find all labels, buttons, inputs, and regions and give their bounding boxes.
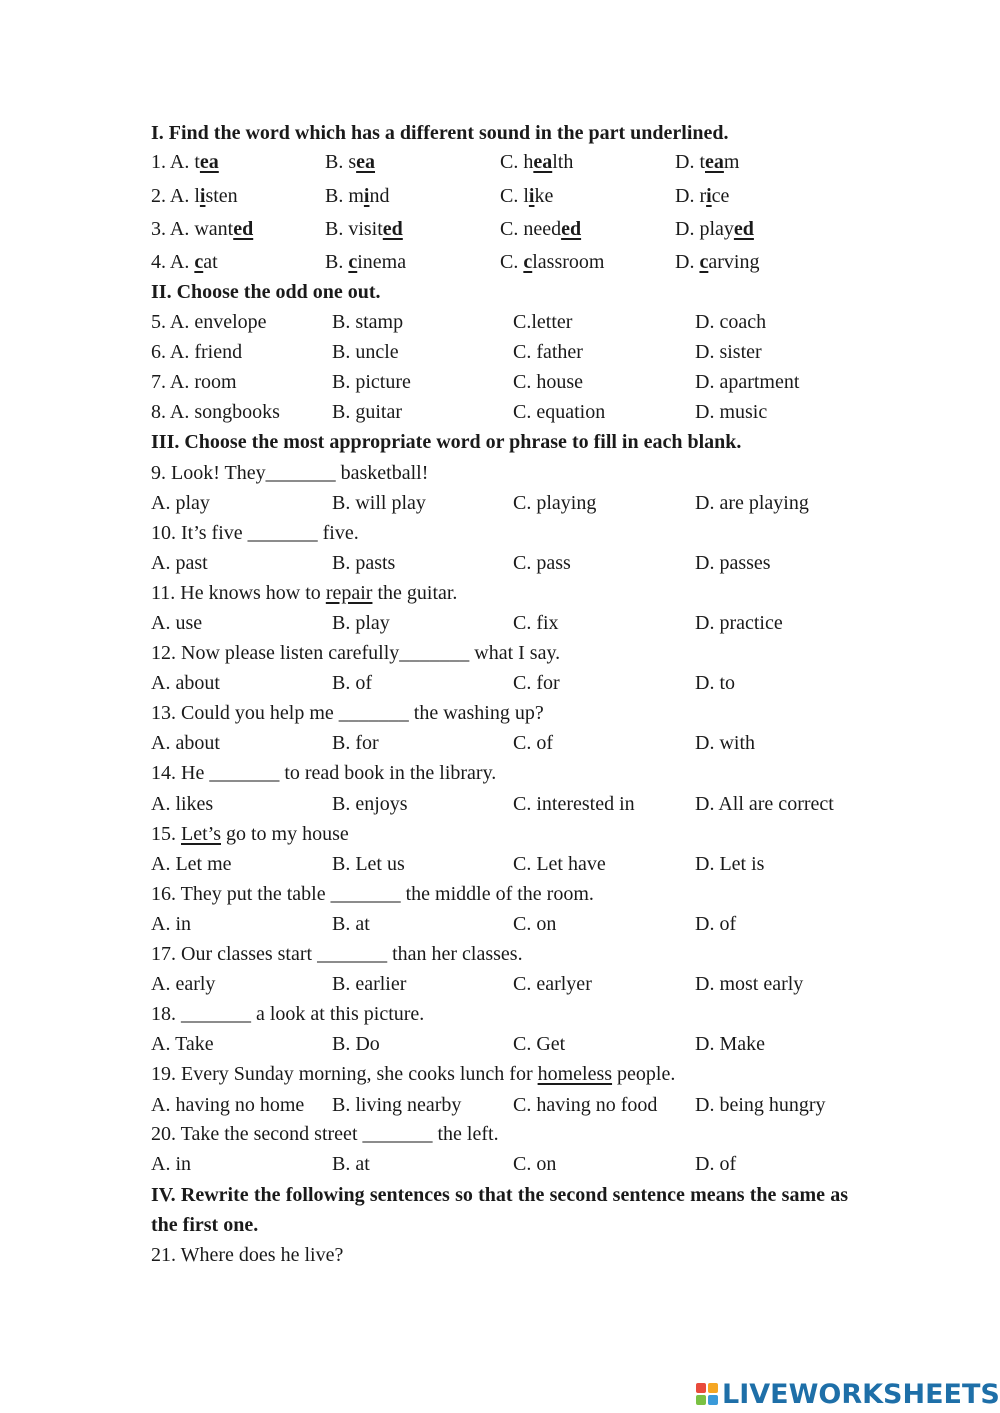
answer-option: A. use — [151, 612, 203, 634]
option-text: B. m — [325, 185, 364, 207]
option-text: lassroom — [532, 251, 605, 273]
underlined-word: Let’s — [181, 823, 221, 845]
answer-option: B. play — [332, 612, 390, 634]
answer-option: D. apartment — [695, 371, 800, 393]
answer-option: 7. A. room — [151, 371, 237, 393]
answer-option: D. with — [695, 732, 755, 754]
answer-option: B. living nearby — [332, 1094, 462, 1116]
answer-option: B. Do — [332, 1033, 380, 1055]
question-text: 11. He knows how to — [151, 582, 326, 604]
question-10: 10. It’s five _______ five. — [151, 522, 359, 544]
answer-option: C.letter — [513, 311, 573, 333]
answer-option — [500, 217, 581, 241]
option-text: ke — [534, 185, 554, 207]
answers-10 — [151, 551, 871, 575]
question-1 — [151, 150, 871, 174]
option-text: 4. A. — [151, 251, 195, 273]
logo-text: LIVEWORKSHEETS — [722, 1378, 1000, 1410]
answer-option: C. Let have — [513, 853, 606, 875]
answers-18 — [151, 1032, 871, 1056]
answer-option: C. fix — [513, 612, 559, 634]
answer-option: C. earlyer — [513, 973, 592, 995]
option-text: D. t — [675, 151, 705, 173]
question-text: go to my house — [221, 823, 349, 845]
answer-option: D. sister — [695, 341, 762, 363]
question-12: 12. Now please listen carefully_______ what I say. — [151, 642, 561, 664]
question-14: 14. He _______ to read book in the library. — [151, 762, 497, 784]
option-text: B. — [325, 251, 349, 273]
answer-option: C. interested in — [513, 793, 635, 815]
answer-option — [500, 184, 553, 208]
answer-option: C. having no food — [513, 1094, 658, 1116]
answer-option — [675, 217, 754, 241]
question-17: 17. Our classes start _______ than her classes. — [151, 943, 523, 965]
answers-16 — [151, 912, 871, 936]
answer-option: 5. A. envelope — [151, 311, 267, 333]
option-text: arving — [708, 251, 760, 273]
option-text: ce — [711, 185, 730, 207]
answer-option: B. at — [332, 913, 370, 935]
question-20: 20. Take the second street _______ the left. — [151, 1123, 499, 1145]
answer-option — [500, 150, 573, 174]
answers-14 — [151, 792, 871, 816]
question-7 — [151, 370, 871, 394]
section-4-heading: IV. Rewrite the following sentences so that the second sentence means the same as the first one. — [151, 1184, 848, 1236]
question-5 — [151, 310, 871, 334]
answer-option — [675, 150, 739, 174]
answer-option: D. coach — [695, 311, 767, 333]
answer-option — [151, 217, 253, 241]
underlined-sound: c — [194, 251, 204, 273]
answer-option: D. of — [695, 1153, 737, 1175]
underlined-sound: ed — [382, 218, 403, 240]
answer-option: D. passes — [695, 552, 771, 574]
option-text: D. play — [675, 218, 734, 240]
underlined-word: homeless — [537, 1063, 613, 1085]
underlined-sound: ea — [705, 151, 724, 173]
question-2 — [151, 184, 871, 208]
option-text: C. need — [500, 218, 562, 240]
underlined-sound: c — [348, 251, 358, 273]
underlined-sound: ea — [199, 151, 219, 173]
logo-square — [708, 1395, 718, 1405]
question-16: 16. They put the table _______ the middle of the room. — [151, 883, 594, 905]
question-13: 13. Could you help me _______ the washing up? — [151, 702, 544, 724]
question-4 — [151, 250, 871, 274]
option-text: B. visit — [325, 218, 383, 240]
underlined-sound: c — [699, 251, 709, 273]
underlined-sound: c — [523, 251, 533, 273]
underlined-sound: i — [199, 185, 206, 207]
answer-option: C. for — [513, 672, 560, 694]
answer-option — [325, 184, 389, 208]
answer-option: C. house — [513, 371, 583, 393]
answer-option: C. father — [513, 341, 583, 363]
answer-option: 8. A. songbooks — [151, 401, 280, 423]
answer-option — [675, 184, 729, 208]
answer-option — [500, 250, 604, 274]
answer-option — [325, 150, 375, 174]
answer-option — [325, 250, 406, 274]
answer-option: A. in — [151, 1153, 191, 1175]
option-text: lth — [552, 151, 574, 173]
logo-icon — [696, 1383, 718, 1405]
option-text: D. — [675, 251, 700, 273]
answer-option: D. All are correct — [695, 793, 834, 815]
question-text: the guitar. — [372, 582, 458, 604]
question-3 — [151, 217, 871, 241]
answer-option: A. likes — [151, 793, 214, 815]
answer-option: B. guitar — [332, 401, 402, 423]
answer-option: A. having no home — [151, 1094, 305, 1116]
answer-option: D. are playing — [695, 492, 809, 514]
underlined-sound: ed — [733, 218, 754, 240]
underlined-sound: ed — [561, 218, 582, 240]
answers-11 — [151, 611, 871, 635]
option-text: m — [723, 151, 740, 173]
liveworksheets-logo — [696, 1377, 1000, 1411]
underlined-sound: ed — [233, 218, 254, 240]
option-text: D. r — [675, 185, 707, 207]
answer-option — [151, 250, 218, 274]
underlined-sound: ea — [533, 151, 553, 173]
section-2-heading: II. Choose the odd one out. — [151, 281, 381, 303]
underlined-sound: i — [706, 185, 712, 207]
underlined-sound: i — [528, 185, 535, 207]
answer-option: B. at — [332, 1153, 370, 1175]
answer-option: D. Make — [695, 1033, 765, 1055]
answer-option: A. about — [151, 672, 220, 694]
answer-option — [151, 150, 219, 174]
answer-option: B. uncle — [332, 341, 399, 363]
option-text: 2. A. l — [151, 185, 200, 207]
answer-option: A. Let me — [151, 853, 232, 875]
option-text: sten — [205, 185, 238, 207]
question-text: 15. — [151, 823, 181, 845]
underlined-sound: i — [363, 185, 370, 207]
question-11 — [151, 581, 457, 605]
answer-option: C. equation — [513, 401, 606, 423]
answer-option: B. pasts — [332, 552, 396, 574]
answer-option: B. earlier — [332, 973, 407, 995]
question-8 — [151, 400, 871, 424]
answer-option: A. Take — [151, 1033, 214, 1055]
option-text: 3. A. want — [151, 218, 234, 240]
logo-square — [708, 1383, 718, 1393]
answer-option: D. most early — [695, 973, 804, 995]
option-text: C. — [500, 251, 524, 273]
option-text: inema — [357, 251, 407, 273]
answer-option: C. of — [513, 732, 553, 754]
answers-19 — [151, 1093, 871, 1117]
answer-option: D. being hungry — [695, 1094, 826, 1116]
answer-option: C. Get — [513, 1033, 566, 1055]
answer-option: B. will play — [332, 492, 426, 514]
answer-option: D. of — [695, 913, 737, 935]
answer-option: A. play — [151, 492, 210, 514]
answers-9 — [151, 491, 871, 515]
answer-option: C. on — [513, 1153, 557, 1175]
answer-option: 6. A. friend — [151, 341, 243, 363]
answer-option: A. past — [151, 552, 208, 574]
answer-option: D. to — [695, 672, 735, 694]
question-9: 9. Look! They_______ basketball! — [151, 462, 429, 484]
answer-option: C. pass — [513, 552, 571, 574]
answer-option: A. early — [151, 973, 216, 995]
answers-20 — [151, 1152, 871, 1176]
question-15 — [151, 822, 349, 846]
answers-17 — [151, 972, 871, 996]
answer-option: B. Let us — [332, 853, 405, 875]
question-6 — [151, 340, 871, 364]
answer-option: C. on — [513, 913, 557, 935]
answer-option: B. of — [332, 672, 372, 694]
option-text: B. s — [325, 151, 357, 173]
answer-option: B. picture — [332, 371, 411, 393]
question-19 — [151, 1062, 675, 1086]
option-text: at — [203, 251, 218, 273]
option-text: nd — [369, 185, 390, 207]
answer-option: A. about — [151, 732, 220, 754]
answer-option: A. in — [151, 913, 191, 935]
answer-option: B. enjoys — [332, 793, 408, 815]
section-3-heading: III. Choose the most appropriate word or phrase to fill in each blank. — [151, 431, 742, 453]
question-21: 21. Where does he live? — [151, 1244, 344, 1266]
answer-option — [151, 184, 238, 208]
option-text: C. h — [500, 151, 534, 173]
logo-square — [696, 1383, 706, 1393]
answer-option: D. Let is — [695, 853, 765, 875]
question-text: 19. Every Sunday morning, she cooks lunch for — [151, 1063, 538, 1085]
underlined-word: repair — [325, 582, 373, 604]
logo-square — [696, 1395, 706, 1405]
underlined-sound: ea — [356, 151, 376, 173]
answer-option — [675, 250, 759, 274]
question-text: people. — [612, 1063, 676, 1085]
answers-13 — [151, 731, 871, 755]
answer-option: D. practice — [695, 612, 783, 634]
option-text: 1. A. t — [151, 151, 200, 173]
question-18: 18. _______ a look at this picture. — [151, 1003, 425, 1025]
answer-option: C. playing — [513, 492, 597, 514]
option-text: C. l — [500, 185, 529, 207]
answers-15 — [151, 852, 871, 876]
answer-option — [325, 217, 403, 241]
answer-option: B. for — [332, 732, 379, 754]
answers-12 — [151, 671, 871, 695]
answer-option: B. stamp — [332, 311, 404, 333]
answer-option: D. music — [695, 401, 768, 423]
section-1-heading: I. Find the word which has a different sound in the part underlined. — [151, 122, 729, 144]
